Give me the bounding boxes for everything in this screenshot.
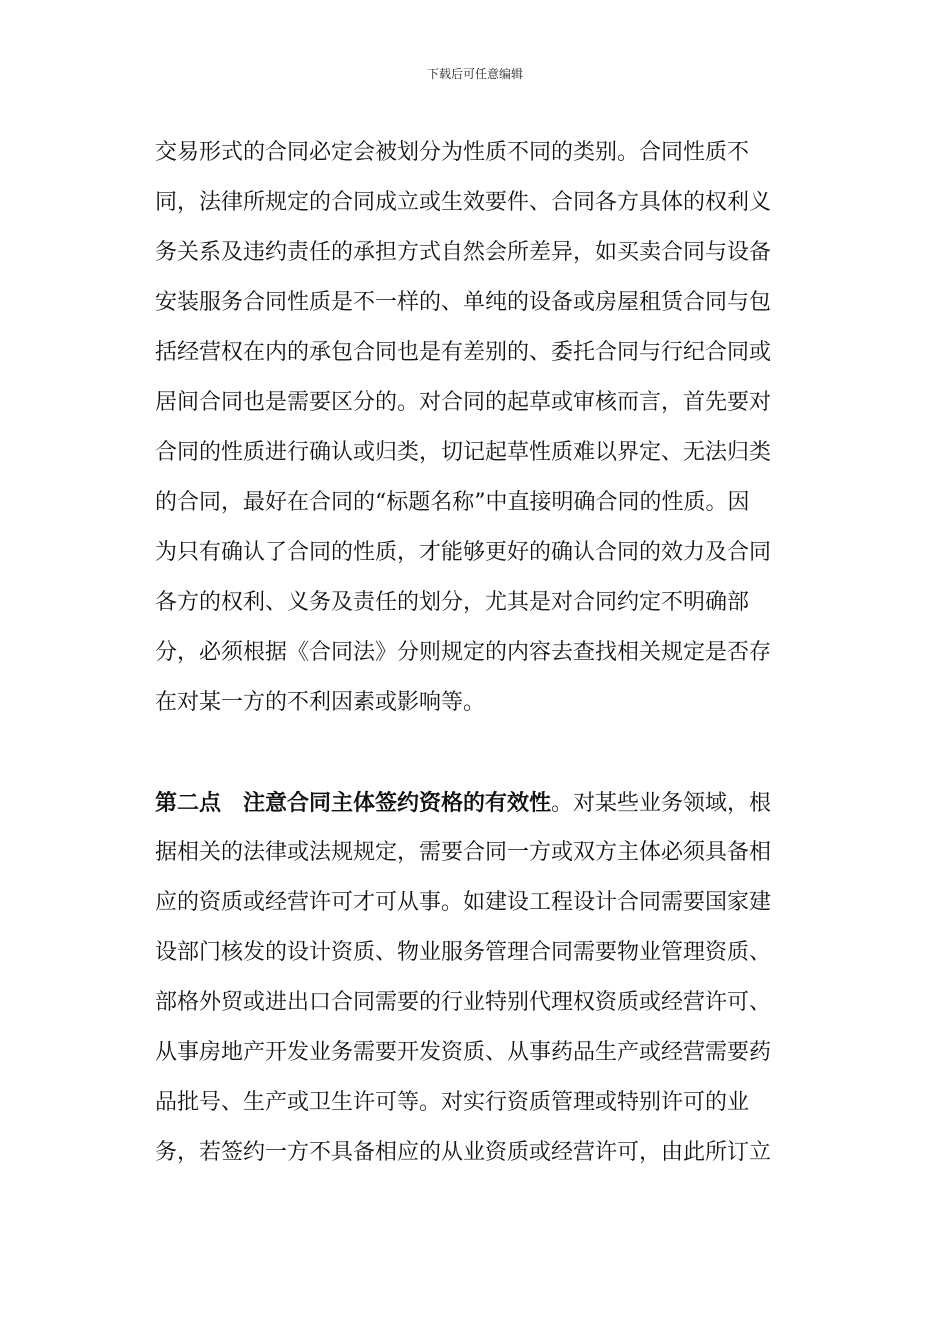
text-line: 务，若签约一方不具备相应的从业资质或经营许可，由此所订立 — [155, 1140, 772, 1165]
text-line: 居间合同也是需要区分的。对合同的起草或审核而言，首先要对 — [155, 390, 772, 415]
text-line: 各方的权利、义务及责任的划分，尤其是对合同约定不明确部 — [155, 590, 750, 615]
text-line: 据相关的法律或法规规定，需要合同一方或双方主体必须具备相 — [155, 840, 772, 865]
text-line: 应的资质或经营许可才可从事。如建设工程设计合同需要国家建 — [155, 890, 772, 915]
heading-line-rest: 。对某些业务领域，根 — [551, 791, 772, 816]
text-line: 同，法律所规定的合同成立或生效要件、合同各方具体的权利义 — [155, 190, 772, 215]
text-line: 为只有确认了合同的性质，才能够更好的确认合同的效力及合同 — [155, 540, 772, 565]
text-line: 务关系及违约责任的承担方式自然会所差异，如买卖合同与设备 — [155, 240, 772, 265]
paragraph-contract-nature — [155, 128, 795, 728]
text-line: 分，必须根据《合同法》分则规定的内容去查找相关规定是否存 — [155, 640, 772, 665]
text-line: 部格外贸或进出口合同需要的行业特别代理权资质或经营许可、 — [155, 990, 772, 1015]
text-line: 安装服务合同性质是不一样的、单纯的设备或房屋租赁合同与包 — [155, 290, 772, 315]
text-line: 合同的性质进行确认或归类，切记起草性质难以界定、无法归类 — [155, 440, 772, 465]
text-line: 在对某一方的不利因素或影响等。 — [155, 690, 486, 715]
text-line: 设部门核发的设计资质、物业服务管理合同需要物业管理资质、 — [155, 940, 772, 965]
text-line: 交易形式的合同必定会被划分为性质不同的类别。合同性质不 — [155, 140, 750, 165]
section-heading: 第二点 注意合同主体签约资格的有效性 — [155, 790, 552, 816]
text-line-first — [155, 778, 795, 828]
text-line: 品批号、生产或卫生许可等。对实行资质管理或特别许可的业 — [155, 1090, 750, 1115]
text-line: 的合同，最好在合同的“标题名称”中直接明确合同的性质。因 — [155, 490, 750, 515]
text-line: 括经营权在内的承包合同也是有差别的、委托合同与行纪合同或 — [155, 340, 772, 365]
paragraph-signing-qualification — [155, 778, 795, 1178]
page-header-note: 下载后可任意编辑 — [426, 67, 523, 81]
text-line: 从事房地产开发业务需要开发资质、从事药品生产或经营需要药 — [155, 1040, 772, 1065]
